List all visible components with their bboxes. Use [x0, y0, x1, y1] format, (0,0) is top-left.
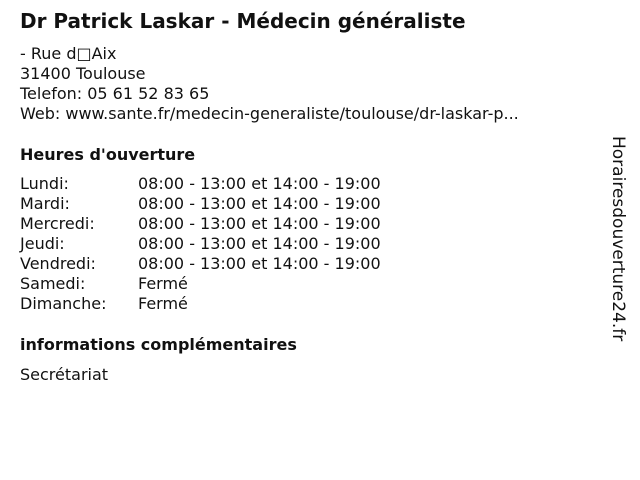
hours-row: [20, 254, 381, 274]
day-hours: 08:00 - 13:00 et 14:00 - 19:00: [138, 174, 381, 193]
day-hours: 08:00 - 13:00 et 14:00 - 19:00: [138, 214, 381, 233]
day-hours: 08:00 - 13:00 et 14:00 - 19:00: [138, 194, 381, 213]
hours-table: [20, 174, 381, 314]
day-label: Samedi:: [20, 274, 86, 293]
web-line: Web: www.sante.fr/medecin-generaliste/toulouse/dr-laskar-p...: [20, 104, 519, 123]
site-watermark: Horairesdouverture24.fr: [608, 136, 628, 342]
hours-row: [20, 274, 381, 294]
page-title: Dr Patrick Laskar - Médecin généraliste: [20, 9, 466, 33]
hours-row: [20, 194, 381, 214]
phone-line: Telefon: 05 61 52 83 65: [20, 84, 210, 103]
day-label: Dimanche:: [20, 294, 107, 313]
day-hours: Fermé: [138, 294, 188, 313]
hours-heading: Heures d'ouverture: [20, 145, 196, 164]
address-block: [20, 44, 519, 124]
day-label: Mercredi:: [20, 214, 95, 233]
hours-row: [20, 294, 381, 314]
day-label: Lundi:: [20, 174, 69, 193]
hours-row: [20, 174, 381, 194]
day-hours: 08:00 - 13:00 et 14:00 - 19:00: [138, 234, 381, 253]
info-text: Secrétariat: [20, 365, 109, 384]
info-heading: informations complémentaires: [20, 335, 297, 354]
day-hours: 08:00 - 13:00 et 14:00 - 19:00: [138, 254, 381, 273]
hours-row: [20, 234, 381, 254]
street-line: - Rue d□Aix: [20, 44, 117, 63]
day-hours: Fermé: [138, 274, 188, 293]
day-label: Vendredi:: [20, 254, 96, 273]
city-line: 31400 Toulouse: [20, 64, 146, 83]
hours-row: [20, 214, 381, 234]
day-label: Jeudi:: [20, 234, 65, 253]
day-label: Mardi:: [20, 194, 70, 213]
